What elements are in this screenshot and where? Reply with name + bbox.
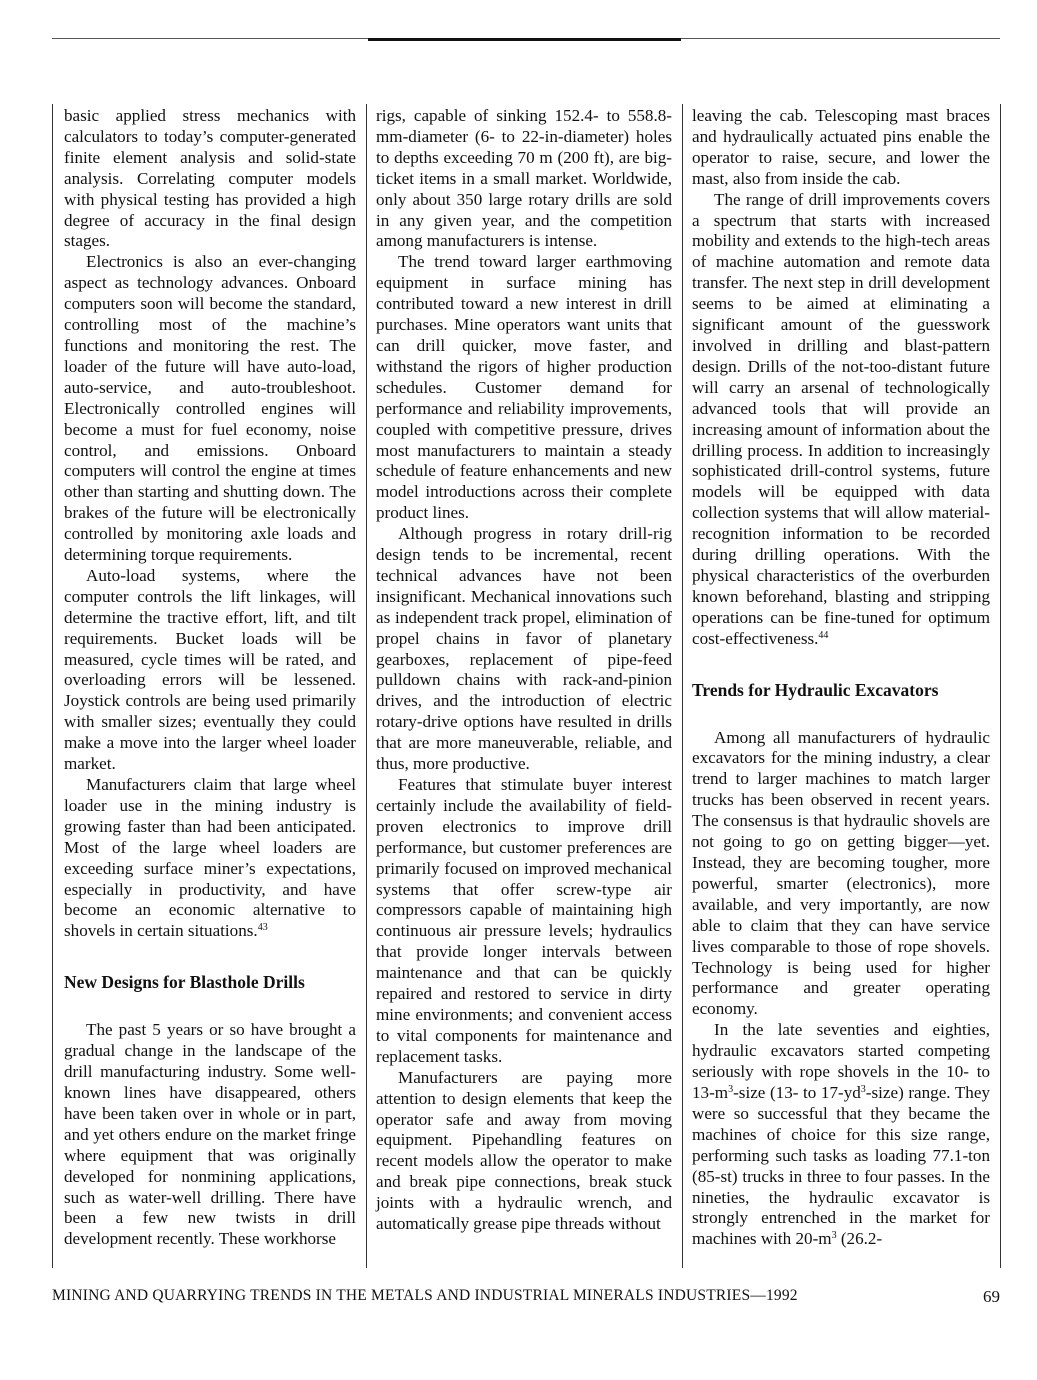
paragraph-text: The range of drill improvements covers a spectrum that starts with increased mobility and extends to the high-tech areas of machine automation and remote data transfer. The next step in drill development seems to be aimed at eliminating a significant amount of the guesswork involved in drilling and blast-pattern design. Drills of the not-too-distant future will carry an arsenal of technologically advanced tools that will provide an increasing amount of information about the drilling process. In addition to increasingly sophisticated drill-control systems, future models will be equipped with data collection systems that will allow material-recognition information to be recorded during drilling operations. With the physical characteristics of the overburden known beforehand, blasting and stripping operations can be fine-tuned for optimum cost-effectiveness. — [692, 189, 990, 648]
paragraph: Although progress in rotary drill-rig design tends to be incremental, recent technical advances have not been insignificant. Mechanical innovations such as independent track propel, elimination of propel chains in favor of planetary gearboxes, replacement of pipe-feed pulldown chains with rack-and-pinion drives, and the introduction of electric rotary-drive options have resulted in drills that are more maneuverable, reliable, and thus, more productive. — [376, 524, 672, 774]
footnote-ref: 43 — [257, 922, 268, 934]
footer-title: MINING AND QUARRYING TRENDS IN THE METALS AND INDUSTRIAL MINERALS INDUSTRIES—1992 — [52, 1287, 798, 1304]
section-heading: New Designs for Blasthole Drills — [64, 972, 305, 993]
paragraph-text: -size (13- to 17-yd — [733, 1082, 861, 1102]
paragraph — [692, 190, 990, 650]
superscript: 3 — [728, 1083, 734, 1095]
paragraph: Electronics is also an ever-changing aspect as technology advances. Onboard computers soon will become the standard, controlling most of the machine’s functions and monitoring the rest. The loader of the future will have auto-load, auto-service, and auto-troubleshoot. Electronically controlled engines will become a must for fuel economy, noise control, and emissions. Onboard computers will control the engine at times other than starting and shutting down. The brakes of the future will be electronically controlled by monitoring axle loads and determining torque requirements. — [64, 252, 356, 565]
paragraph: The past 5 years or so have brought a gradual change in the landscape of the drill manufacturing industry. Some well-known lines have disappeared, others have been taken over in whole or in part, and yet others endure on the market fringe where equipment that was originally developed for nonmining applications, such as water-well drilling. There have been a few new twists in drill development recently. These workhorse — [64, 1020, 356, 1249]
footnote-ref: 44 — [818, 629, 829, 641]
paragraph — [64, 775, 356, 942]
column-rule-2 — [682, 104, 683, 1268]
paragraph: Among all manufacturers of hydraulic excavators for the mining industry, a clear trend to larger machines to match larger trucks has been observed in recent years. The consensus is that hydraulic shovels are not going to go on getting bigger—yet. Instead, they are becoming tougher, more powerful, smarter (electronics), more available, and very importantly, are now able to claim that they can have service lives comparable to those of rope shovels. Technology is being used for higher performance and greater operating economy. — [692, 727, 990, 1019]
column-1 — [64, 106, 356, 1250]
section-heading: Trends for Hydraulic Excavators — [692, 679, 939, 700]
paragraph: Features that stimulate buyer interest certainly include the availability of field-proven electronics to improve drill performance, but customer preferences are primarily focused on improved mechanical systems that offer screw-type air compressors capable of maintaining high continuous air pressure levels; hydraulics that provide longer intervals between maintenance and that can be quickly repaired and restored to service in dirty mine environments; and convenient access to vital components for maintenance and replacement tasks. — [376, 775, 672, 1066]
paragraph-text: (26.2- — [836, 1229, 883, 1249]
column-2 — [376, 106, 672, 1235]
column-3 — [692, 106, 990, 1250]
paragraph-text: Manufacturers claim that large wheel loader use in the mining industry is growing faster than had been anticipated. Most of the large wheel loaders are exceeding surface miner’s expectations, especially in productivity, and have become an economic alternative to shovels in certain situations. — [64, 775, 356, 941]
top-rule-accent — [368, 38, 681, 41]
paragraph — [692, 1020, 990, 1250]
paragraph: Auto-load systems, where the computer controls the lift linkages, will determine the tractive effort, lift, and tilt requirements. Bucket loads will be measured, cycle times will be rated, and overloading errors will be lessened. Joystick controls are being used primarily with smaller sizes; eventually they could make a move into the larger wheel loader market. — [64, 565, 356, 774]
paragraph-text: -size) range. They were so successful that they became the machines of choice for this size range, performing such tasks as loading 77.1-ton (85-st) trucks in three to four passes. In the nineties, the hydraulic excavator is strongly entrenched in the market for machines with 20-m — [692, 1082, 990, 1249]
paragraph-text: In the late seventies and eighties, hydraulic excavators started competing seriously with rope shovels in the 10- to 13-m — [692, 1020, 990, 1102]
column-rule-1 — [366, 104, 367, 1268]
column-rule-left — [52, 104, 53, 1268]
paragraph: Manufacturers are paying more attention to design elements that keep the operator safe and away from moving equipment. Pipehandling features on recent models allow the operator to make and break pipe connections, break stuck joints with a hydraulic wrench, and automatically grease pipe threads without — [376, 1067, 672, 1234]
superscript: 3 — [831, 1230, 837, 1242]
paragraph: leaving the cab. Telescoping mast braces and hydraulically actuated pins enable the operator to raise, secure, and lower the mast, also from inside the cab. — [692, 106, 990, 188]
superscript: 3 — [860, 1083, 866, 1095]
paragraph: The trend toward larger earthmoving equipment in surface mining has contributed toward a new interest in drill purchases. Mine operators want units that can drill quicker, move faster, and withstand the rigors of higher production schedules. Customer demand for performance and reliability improvements, coupled with competitive pressure, drives most manufacturers to maintain a steady schedule of feature enhancements and new model introductions across their complete product lines. — [376, 252, 672, 523]
column-rule-right — [1000, 104, 1001, 1268]
paragraph: rigs, capable of sinking 152.4- to 558.8-mm-diameter (6- to 22-in-diameter) holes to depths exceeding 70 m (200 ft), are big-ticket items in a small market. Worldwide, only about 350 large rotary drills are sold in any given year, and the competition among manufacturers is intense. — [376, 106, 672, 251]
page-number: 69 — [983, 1287, 1000, 1306]
paragraph: basic applied stress mechanics with calculators to today’s computer-generated finite element analysis and solid-state analysis. Correlating computer models with physical testing has provided a high degree of accuracy in the final design stages. — [64, 106, 356, 251]
